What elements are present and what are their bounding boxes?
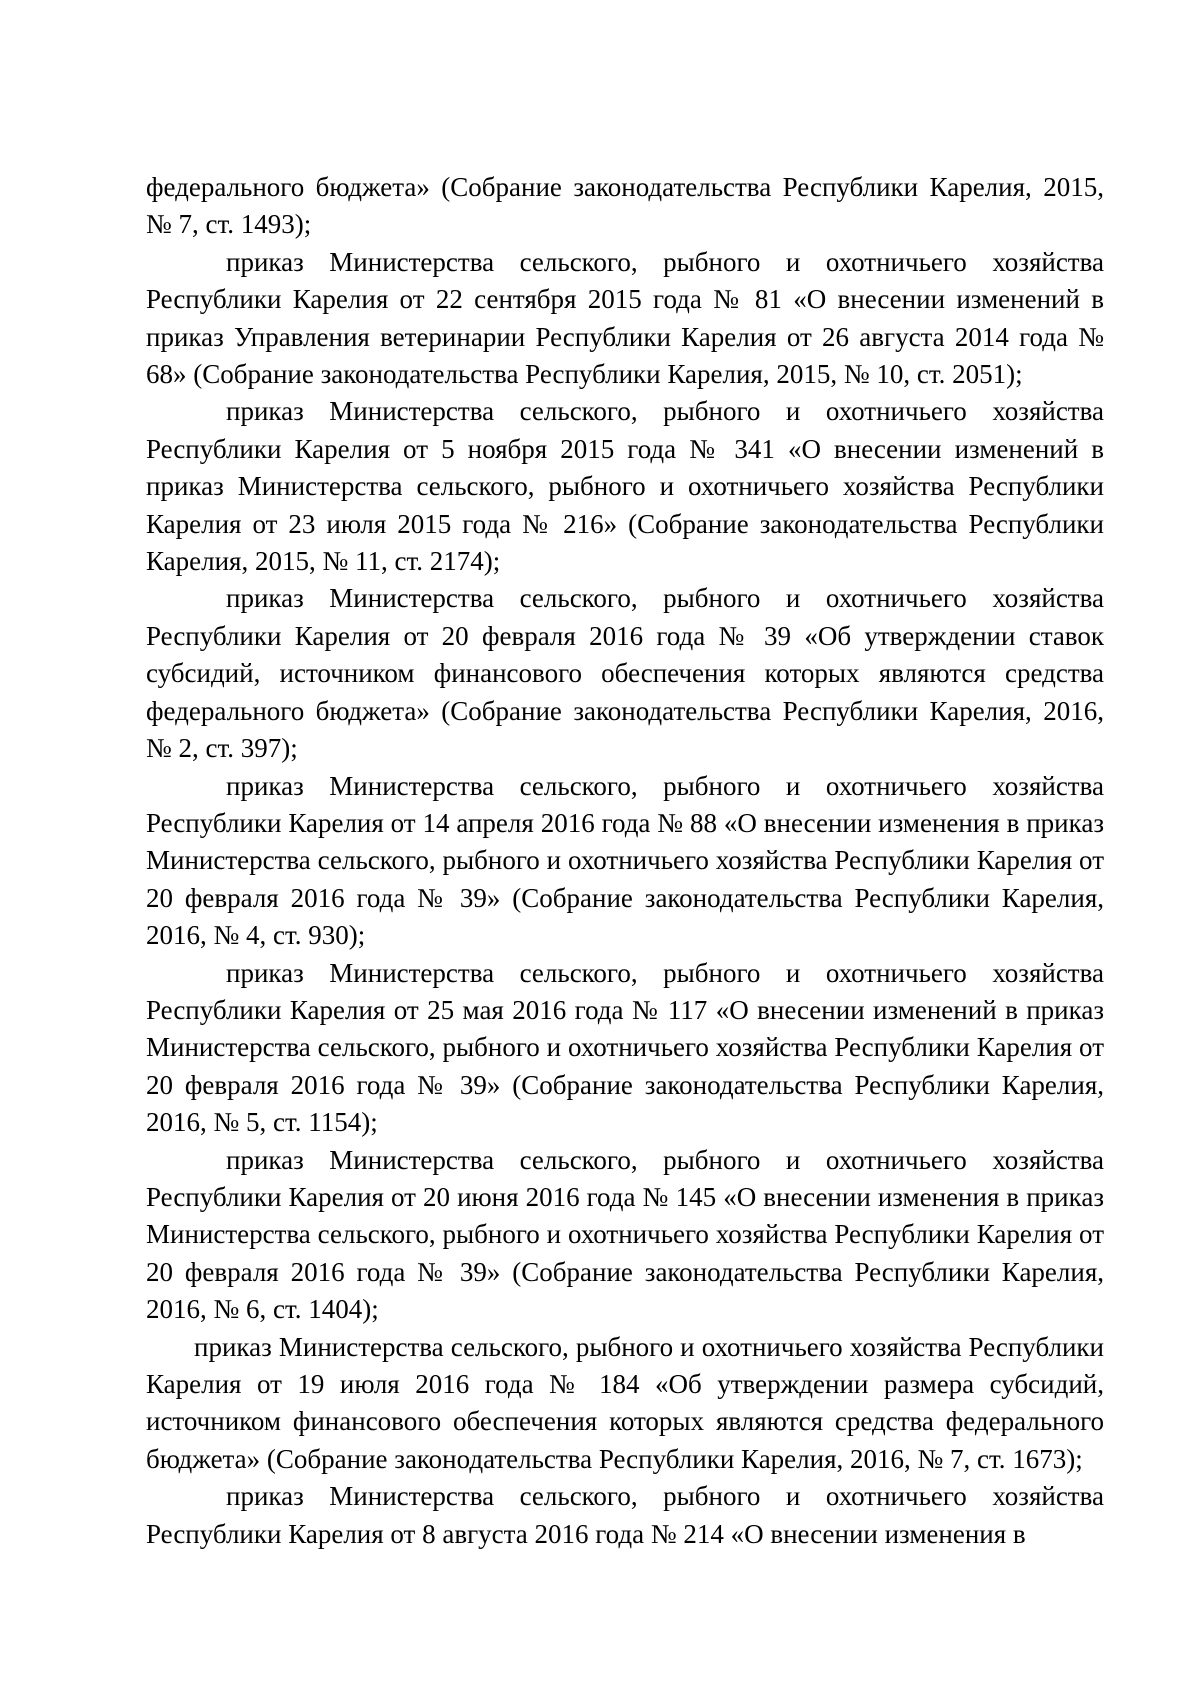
paragraph-order-81: приказ Министерства сельского, рыбного и охотничьего хозяйства Республики Карелия от 22 сентября 2015 года № 81 «О внесении изменений в приказ Управления ветеринарии Республики Карелия от 26 августа 2014 года № 68» (Собрание законодательства Республики Карелия, 2015, № 10, ст. 2051); bbox=[146, 246, 1104, 390]
paragraph-order-39: приказ Министерства сельского, рыбного и охотничьего хозяйства Республики Карелия от 20 февраля 2016 года № 39 «Об утверждении ставок субсидий, источником финансового обеспечения которых являются средства федерального бюджета» (Собрание законодательства Республики Карелия, 2016, № 2, ст. 397); bbox=[146, 583, 1104, 764]
paragraph-order-117: приказ Министерства сельского, рыбного и охотничьего хозяйства Республики Карелия от 25 мая 2016 года № 117 «О внесении изменений в приказ Министерства сельского, рыбного и охотничьего хозяйства Республики Карелия от 20 февраля 2016 года № 39» (Собрание законодательства Республики Карелия, 2016, № 5, ст. 1154); bbox=[146, 957, 1104, 1138]
paragraph-order-145: приказ Министерства сельского, рыбного и охотничьего хозяйства Республики Карелия от 20 июня 2016 года № 145 «О внесении изменения в приказ Министерства сельского, рыбного и охотничьего хозяйства Республики Карелия от 20 февраля 2016 года № 39» (Собрание законодательства Республики Карелия, 2016, № 6, ст. 1404); bbox=[146, 1144, 1104, 1325]
document-body bbox=[146, 169, 1104, 1553]
paragraph-order-214: приказ Министерства сельского, рыбного и охотничьего хозяйства Республики Карелия от 8 августа 2016 года № 214 «О внесении изменения в bbox=[146, 1481, 1104, 1549]
paragraph-continuation: федерального бюджета» (Собрание законодательства Республики Карелия, 2015, № 7, ст. 1493); bbox=[146, 172, 1104, 240]
paragraph-order-341: приказ Министерства сельского, рыбного и охотничьего хозяйства Республики Карелия от 5 ноября 2015 года № 341 «О внесении изменений в приказ Министерства сельского, рыбного и охотничьего хозяйства Республики Карелия от 23 июля 2015 года № 216» (Собрание законодательства Республики Карелия, 2015, № 11, ст. 2174); bbox=[146, 396, 1104, 577]
paragraph-order-88: приказ Министерства сельского, рыбного и охотничьего хозяйства Республики Карелия от 14 апреля 2016 года № 88 «О внесении изменения в приказ Министерства сельского, рыбного и охотничьего хозяйства Республики Карелия от 20 февраля 2016 года № 39» (Собрание законодательства Республики Карелия, 2016, № 4, ст. 930); bbox=[146, 770, 1104, 951]
paragraph-order-184: приказ Министерства сельского, рыбного и охотничьего хозяйства Республики Карелия от 19 июля 2016 года № 184 «Об утверждении размера субсидий, источником финансового обеспечения которых являются средства федерального бюджета» (Собрание законодательства Республики Карелия, 2016, № 7, ст. 1673); bbox=[146, 1331, 1104, 1474]
